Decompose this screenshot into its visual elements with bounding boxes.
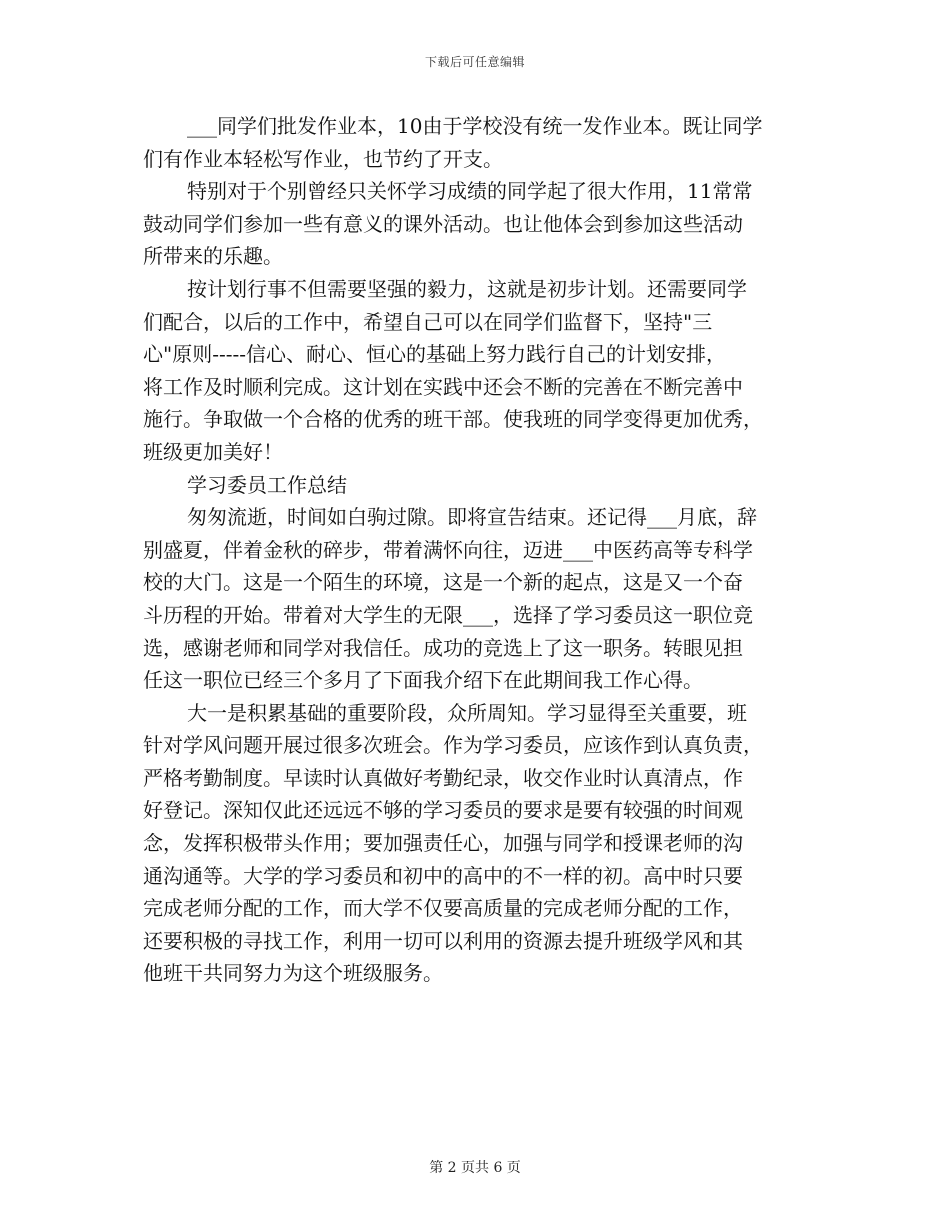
text-line: 完成老师分配的工作，而大学不仅要高质量的完成老师分配的工作， [143,896,743,921]
text-line: ___同学们批发作业本，10由于学校没有统一发作业本。既让同学 [187,114,763,138]
text-line: 针对学风问题开展过很多次班会。作为学习委员，应该作到认真负责， [143,733,763,758]
text-line: 将工作及时顺利完成。这计划在实践中还会不断的完善在不断完善中 [143,374,743,399]
text-line: 别盛夏，伴着金秋的碎步，带着满怀向往，迈进___中医药高等专科学 [143,537,753,562]
paragraph [143,501,813,697]
text-line: 特别对于个别曾经只关怀学习成绩的同学起了很大作用，11常常 [187,179,753,204]
text-line: 们配合，以后的工作中，希望自己可以在同学们监督下，坚持"三 [143,309,713,334]
text-line: 斗历程的开始。带着对大学生的无限___，选择了学习委员这一职位竞 [143,602,753,627]
paragraph [143,273,813,469]
text-line: 通沟通等。大学的学习委员和初中的高中的不一样的初。高中时只要 [143,863,743,888]
text-line: 他班干共同努力为这个班级服务。 [143,961,443,986]
section-title: 学习委员工作总结 [187,472,347,497]
text-line: 所带来的乐趣。 [143,244,283,269]
paragraph [143,697,813,990]
text-line: 鼓动同学们参加一些有意义的课外活动。也让他体会到参加这些活动 [143,211,743,236]
text-line: 班级更加美好！ [143,439,283,464]
text-line: 严格考勤制度。早读时认真做好考勤纪录，收交作业时认真清点，作 [143,765,743,790]
text-line: 大一是积累基础的重要阶段，众所周知。学习显得至关重要，班 [187,700,747,725]
text-line: 念，发挥积极带头作用；要加强责任心，加强与同学和授课老师的沟 [143,831,743,856]
text-line: 匆匆流逝，时间如白驹过隙。即将宣告结束。还记得___月底，辞 [187,505,757,530]
paragraph [143,110,813,175]
text-line: 们有作业本轻松写作业，也节约了开支。 [143,146,503,171]
text-line: 校的大门。这是一个陌生的环境，这是一个新的起点，这是又一个奋 [143,570,743,595]
page-header: 下载后可任意编辑 [424,55,525,69]
page-footer: 第 2 页共 6 页 [429,1160,521,1176]
text-line: 施行。争取做一个合格的优秀的班干部。使我班的同学变得更加优秀， [143,407,763,432]
text-line: 好登记。深知仅此还远远不够的学习委员的要求是要有较强的时间观 [143,798,743,823]
text-line: 还要积极的寻找工作，利用一切可以利用的资源去提升班级学风和其 [143,928,743,953]
text-line: 选，感谢老师和同学对我信任。成功的竞选上了这一职务。转眼见担 [143,635,743,660]
section-heading [143,469,813,502]
paragraph [143,175,813,273]
text-line: 任这一职位已经三个多月了下面我介绍下在此期间我工作心得。 [143,668,703,693]
document-body [143,110,813,990]
text-line: 心"原则-----信心、耐心、恒心的基础上努力践行自己的计划安排， [143,342,726,367]
text-line: 按计划行事不但需要坚强的毅力，这就是初步计划。还需要同学 [187,276,747,301]
